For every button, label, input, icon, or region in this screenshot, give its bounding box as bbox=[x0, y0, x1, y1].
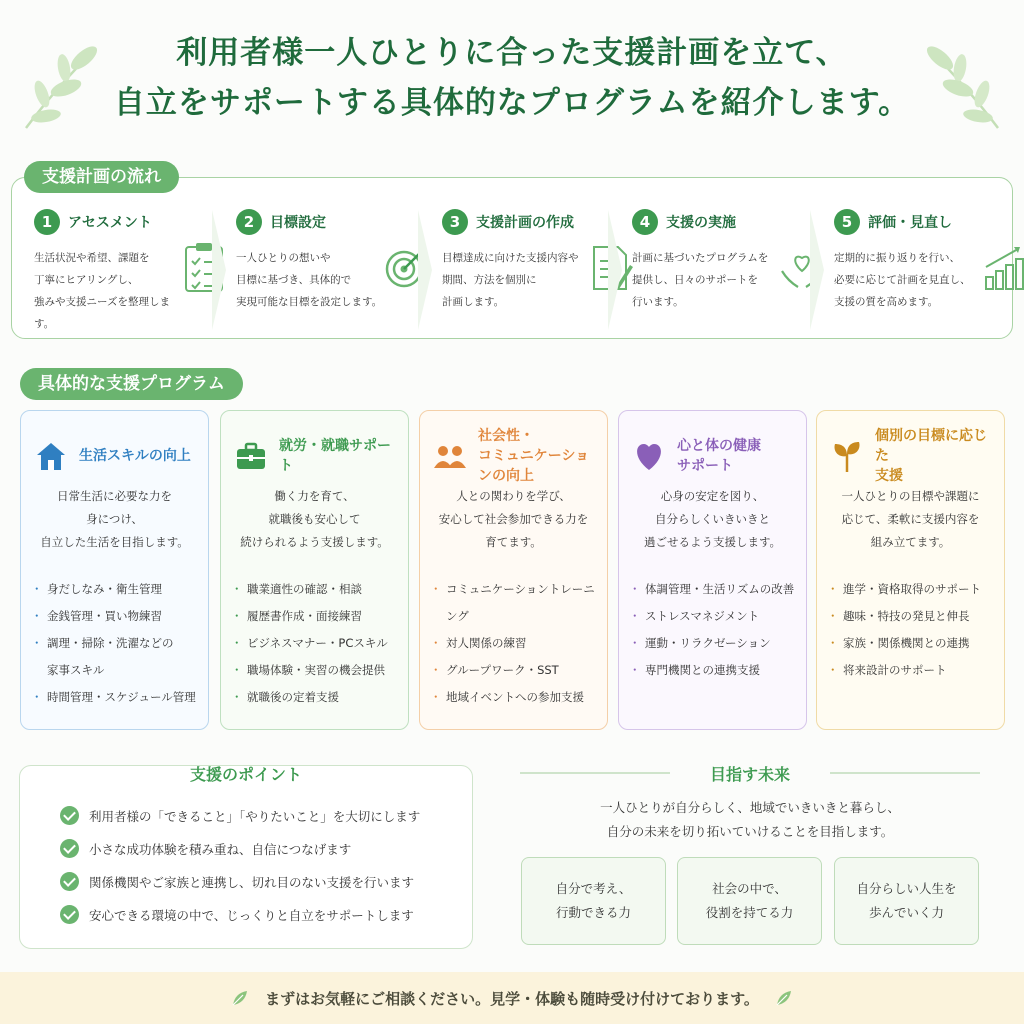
step-description: 計画に基づいたプログラムを 提供し、日々のサポートを 行います。 bbox=[632, 252, 769, 308]
step-title: 支援計画の作成 bbox=[476, 215, 574, 231]
step-header bbox=[34, 209, 230, 235]
step-title: 目標設定 bbox=[270, 215, 326, 231]
flow-step bbox=[632, 209, 828, 329]
program-item: ・ 身だしなみ・衛生管理 bbox=[35, 576, 203, 603]
point-item bbox=[60, 839, 460, 858]
program-item: ・ 時間管理・スケジュール管理 bbox=[35, 684, 203, 711]
program-card bbox=[618, 410, 807, 730]
chevron-right-icon bbox=[810, 210, 824, 330]
program-item: ・ 家族・関係機関との連携 bbox=[831, 630, 999, 657]
program-item: ・ コミュニケーショントレーニング bbox=[434, 576, 602, 630]
footer-banner bbox=[0, 972, 1024, 1024]
card-title: 心と体の健康 サポート bbox=[677, 438, 761, 474]
step-header bbox=[236, 209, 432, 235]
points-title: 支援のポイント bbox=[189, 765, 302, 784]
program-card bbox=[419, 410, 608, 730]
program-item: ・ ビジネスマナー・PCスキル bbox=[235, 630, 403, 657]
point-text: 関係機関やご家族と連携し、切れ目のない支援を行います bbox=[89, 874, 415, 890]
step-number: 5 bbox=[834, 209, 860, 235]
chevron-right-icon bbox=[608, 210, 622, 330]
future-description: 一人ひとりが自分らしく、地域でいきいきと暮らし、 自分の未来を切り拓いていけることを目指します。 bbox=[600, 800, 900, 839]
program-item: ・ グループワーク・SST bbox=[434, 657, 602, 684]
sprout-icon bbox=[829, 438, 865, 474]
card-title: 就労・就職サポート bbox=[279, 438, 391, 474]
card-item-list bbox=[434, 576, 602, 711]
card-title: 生活スキルの向上 bbox=[79, 448, 191, 464]
card-item-list bbox=[235, 576, 403, 711]
step-title: アセスメント bbox=[68, 215, 152, 231]
card-header bbox=[829, 428, 999, 484]
program-item: ・ 履歴書作成・面接練習 bbox=[235, 603, 403, 630]
program-item: ・ 将来設計のサポート bbox=[831, 657, 999, 684]
house-icon bbox=[33, 438, 69, 474]
title-line-1: 利用者様一人ひとりに合った支援計画を立て、 bbox=[176, 35, 848, 71]
card-header bbox=[631, 431, 801, 481]
chevron-right-icon bbox=[418, 210, 432, 330]
step-number: 1 bbox=[34, 209, 60, 235]
step-number: 4 bbox=[632, 209, 658, 235]
card-title: 社会性・ コミュニケーションの向上 bbox=[478, 428, 590, 484]
card-header bbox=[233, 431, 403, 481]
point-item bbox=[60, 905, 460, 924]
step-number: 3 bbox=[442, 209, 468, 235]
chevron-right-icon bbox=[212, 210, 226, 330]
future-card: 自分で考え、 行動できる力 bbox=[521, 857, 666, 945]
heart-icon bbox=[631, 438, 667, 474]
check-circle-icon bbox=[60, 905, 79, 924]
card-title: 個別の目標に応じた 支援 bbox=[875, 428, 987, 484]
point-item bbox=[60, 872, 460, 891]
program-card bbox=[220, 410, 409, 730]
step-header bbox=[632, 209, 828, 235]
program-card bbox=[816, 410, 1005, 730]
bar-chart-icon bbox=[982, 241, 1024, 293]
leaf-icon bbox=[229, 987, 251, 1009]
program-section-label: 具体的な支援プログラム bbox=[20, 368, 243, 400]
future-card: 社会の中で、 役割を持てる力 bbox=[677, 857, 822, 945]
program-item: ・ ストレスマネジメント bbox=[633, 603, 801, 630]
step-number: 2 bbox=[236, 209, 262, 235]
briefcase-icon bbox=[233, 438, 269, 474]
people-icon bbox=[432, 438, 468, 474]
point-text: 利用者様の「できること」「やりたいこと」を大切にします bbox=[89, 808, 421, 824]
program-item: ・ 趣味・特技の発見と伸長 bbox=[831, 603, 999, 630]
future-title: 目指す未来 bbox=[709, 765, 790, 784]
program-item: ・ 職場体験・実習の機会提供 bbox=[235, 657, 403, 684]
check-circle-icon bbox=[60, 806, 79, 825]
program-item: ・ 調理・掃除・洗濯などの 家事スキル bbox=[35, 630, 203, 684]
program-item: ・ 地域イベントへの参加支援 bbox=[434, 684, 602, 711]
step-header bbox=[834, 209, 1024, 235]
leaf-icon bbox=[773, 987, 795, 1009]
flow-section-label: 支援計画の流れ bbox=[24, 161, 179, 193]
flow-step bbox=[34, 209, 230, 329]
point-item bbox=[60, 806, 460, 825]
step-title: 評価・見直し bbox=[868, 215, 952, 231]
card-description: 一人ひとりの目標や課題に 応じて、柔軟に支援内容を 組み立てます。 bbox=[841, 489, 980, 549]
program-item: ・ 体調管理・生活リズムの改善 bbox=[633, 576, 801, 603]
program-item: ・ 職業適性の確認・相談 bbox=[235, 576, 403, 603]
flow-step bbox=[236, 209, 432, 329]
program-item: ・ 運動・リラクゼーション bbox=[633, 630, 801, 657]
point-text: 安心できる環境の中で、じっくりと自立をサポートします bbox=[89, 907, 414, 923]
footer-text: まずはお気軽にご相談ください。見学・体験も随時受け付けております。 bbox=[265, 989, 759, 1008]
program-card bbox=[20, 410, 209, 730]
point-text: 小さな成功体験を積み重ね、自信につなげます bbox=[89, 841, 352, 857]
card-item-list bbox=[633, 576, 801, 684]
card-description: 日常生活に必要な力を 身につけ、 自立した生活を目指します。 bbox=[40, 489, 189, 549]
card-item-list bbox=[35, 576, 203, 711]
step-description: 定期的に振り返りを行い、 必要に応じて計画を見直し、 支援の質を高めます。 bbox=[834, 252, 971, 308]
title-line-2: 自立をサポートする具体的なプログラムを紹介します。 bbox=[113, 85, 911, 121]
flow-step bbox=[834, 209, 1024, 329]
check-circle-icon bbox=[60, 839, 79, 858]
card-item-list bbox=[831, 576, 999, 684]
step-title: 支援の実施 bbox=[666, 215, 736, 231]
card-header bbox=[33, 431, 203, 481]
step-description: 目標達成に向けた支援内容や 期間、方法を個別に 計画します。 bbox=[442, 252, 579, 308]
card-description: 人との関わりを学び、 安心して社会参加できる力を 育てます。 bbox=[438, 489, 589, 549]
card-description: 心身の安定を図り、 自分らしくいきいきと 過ごせるよう支援します。 bbox=[643, 489, 782, 549]
future-card: 自分らしい人生を 歩んでいく力 bbox=[834, 857, 979, 945]
card-description: 働く力を育て、 就職後も安心して 続けられるよう支援します。 bbox=[240, 489, 389, 549]
page-title bbox=[0, 28, 1024, 128]
program-item: ・ 専門機関との連携支援 bbox=[633, 657, 801, 684]
program-item: ・ 金銭管理・買い物練習 bbox=[35, 603, 203, 630]
step-description: 生活状況や希望、課題を 丁寧にヒアリングし、 強みや支援ニーズを整理します。 bbox=[34, 252, 170, 330]
card-header bbox=[432, 428, 602, 484]
program-item: ・ 就職後の定着支援 bbox=[235, 684, 403, 711]
check-circle-icon bbox=[60, 872, 79, 891]
step-description: 一人ひとりの想いや 目標に基づき、具体的で 実現可能な目標を設定します。 bbox=[236, 252, 383, 308]
program-item: ・ 対人関係の練習 bbox=[434, 630, 602, 657]
program-item: ・ 進学・資格取得のサポート bbox=[831, 576, 999, 603]
